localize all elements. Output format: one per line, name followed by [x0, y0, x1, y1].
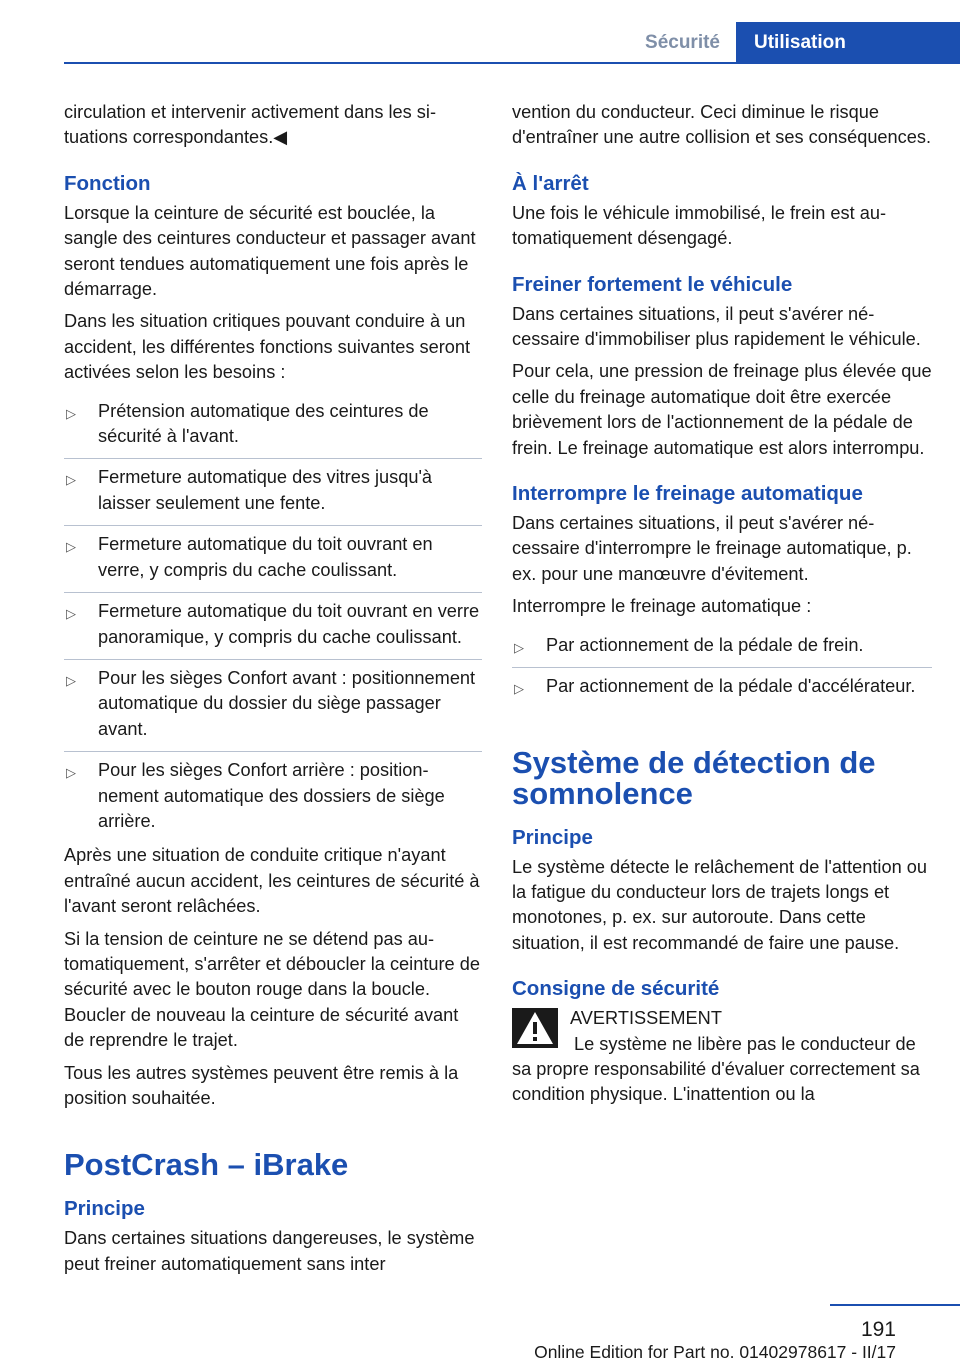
footer-edition: Online Edition for Part no. 01402978617 - II/17	[534, 1342, 896, 1362]
triangle-bullet-icon: ▷	[66, 539, 76, 555]
arret-paragraph: Une fois le véhicule immobilisé, le frein est automatiquement désengagé.	[512, 202, 887, 249]
fonction-paragraph-2: Dans les situation critiques pouvant conduire à un accident, les différentes fonctions suivantes seront activées selon les besoins :	[64, 311, 471, 383]
postcrash-section-title: PostCrash – iBrake	[64, 1147, 349, 1183]
fonction-paragraph-1: Lorsque la ceinture de sécurité est bouclée, la sangle des ceintures conducteur et passager avant seront tendues automatiquement une fois après le démarrage.	[64, 202, 476, 300]
list-item: ▷ Fermeture automatique du toit ouvrant en verre, y compris du cache coulissant.	[64, 525, 482, 592]
principe-paragraph: Dans certaines situations dangereuses, le système peut freiner automatiquement sans inter	[64, 1228, 475, 1274]
principe-heading-right: Principe	[512, 825, 593, 849]
consigne-heading: Consigne de sécurité	[512, 977, 720, 1001]
warning-text: Le système ne libère pas le conducteur de sa propre responsabilité d'évaluer correctement sa condition physique. L'inattention ou la	[512, 1033, 920, 1105]
page-header	[64, 22, 960, 64]
freiner-paragraph-1: Dans certaines situations, il peut s'avérer nécessaire d'immobiliser plus rapidement le véhicule.	[512, 303, 921, 350]
footer-divider	[830, 1304, 960, 1306]
list-item: ▷ Fermeture automatique des vitres jusqu'à laisser seulement une fente.	[64, 458, 482, 525]
triangle-bullet-icon: ▷	[514, 639, 524, 655]
freiner-paragraph-2: Pour cela, une pression de freinage plus élevée que celle du freinage automatique doit être exercée brièvement lors de l'actionnement de la pédale de frein. Le freinage automatique est alors interrompu.	[512, 361, 932, 458]
freiner-heading: Freiner fortement le véhicule	[512, 272, 793, 296]
list-item: ▷ Pour les sièges Confort avant : positionnement automatique du dossier du siège passager avant.	[64, 659, 482, 751]
right-column	[512, 100, 932, 1108]
arret-heading: À l'arrêt	[512, 171, 589, 195]
interrompre-paragraph-2: Interrompre le freinage automatique :	[512, 596, 812, 617]
tab-utilisation[interactable]: Utilisation	[736, 22, 960, 62]
somnolence-section-title: Système de détection de somnolence	[512, 744, 876, 811]
interrompre-paragraph-1: Dans certaines situations, il peut s'avérer nécessaire d'interrompre le freinage automatique, p. ex. pour une manœuvre d'évitement.	[512, 513, 912, 584]
list-item: ▷ Par actionnement de la pédale d'accélérateur.	[512, 667, 932, 708]
warning-title: AVERTISSEMENT	[570, 1008, 722, 1029]
fonction-bullet-list	[64, 393, 482, 844]
page-number: 191	[860, 1318, 896, 1341]
after-paragraph-3: Tous les autres systèmes peuvent être remis à la position souhaitée.	[64, 1062, 459, 1108]
triangle-bullet-icon: ▷	[514, 681, 524, 697]
after-paragraph-2: Si la tension de ceinture ne se détend pas automatiquement, s'arrêter et déboucler la ceinture de sécurité avec le bouton rouge dans la boucle. Boucler de nouveau la ceinture de sécurité avant de reprendre le trajet.	[64, 928, 480, 1051]
triangle-bullet-icon: ▷	[66, 606, 76, 622]
triangle-bullet-icon: ▷	[66, 765, 76, 781]
principe-paragraph-right: Le système détecte le relâchement de l'attention ou la fatigue du conducteur lors de trajets longs et monotones, p. ex. sur autoroute. Dans cette situation, il est recommandé de faire une pause.	[512, 856, 927, 953]
continued-paragraph: vention du conducteur. Ceci diminue le risque d'entraîner une autre collision et ses conséquences.	[512, 102, 932, 148]
warning-triangle-icon	[512, 1008, 558, 1048]
interrompre-heading: Interrompre le freinage automatique	[512, 482, 863, 506]
triangle-bullet-icon: ▷	[66, 672, 76, 688]
fonction-heading: Fonction	[64, 171, 151, 195]
triangle-bullet-icon: ▷	[66, 405, 76, 421]
warning-block	[512, 1006, 932, 1108]
left-column	[64, 100, 482, 1284]
list-item: ▷ Pour les sièges Confort arrière : positionnement automatique des dossiers de siège arrière.	[64, 751, 482, 843]
list-item: ▷ Fermeture automatique du toit ouvrant en verre panoramique, y compris du cache coulissant.	[64, 592, 482, 659]
principe-heading: Principe	[64, 1197, 145, 1221]
triangle-bullet-icon: ▷	[66, 472, 76, 488]
after-paragraph-1: Après une situation de conduite critique n'ayant entraîné aucun accident, les ceintures de sécurité à l'avant seront relâchées.	[64, 845, 480, 917]
intro-paragraph: circulation et intervenir activement dans les situations correspondantes.◀	[64, 102, 436, 148]
list-item: ▷ Prétension automatique des ceintures de sécurité à l'avant.	[66, 400, 429, 447]
list-item: ▷ Par actionnement de la pédale de frein.	[512, 627, 932, 667]
interrompre-bullet-list	[512, 627, 932, 709]
tab-securite[interactable]: Sécurité	[645, 32, 720, 53]
